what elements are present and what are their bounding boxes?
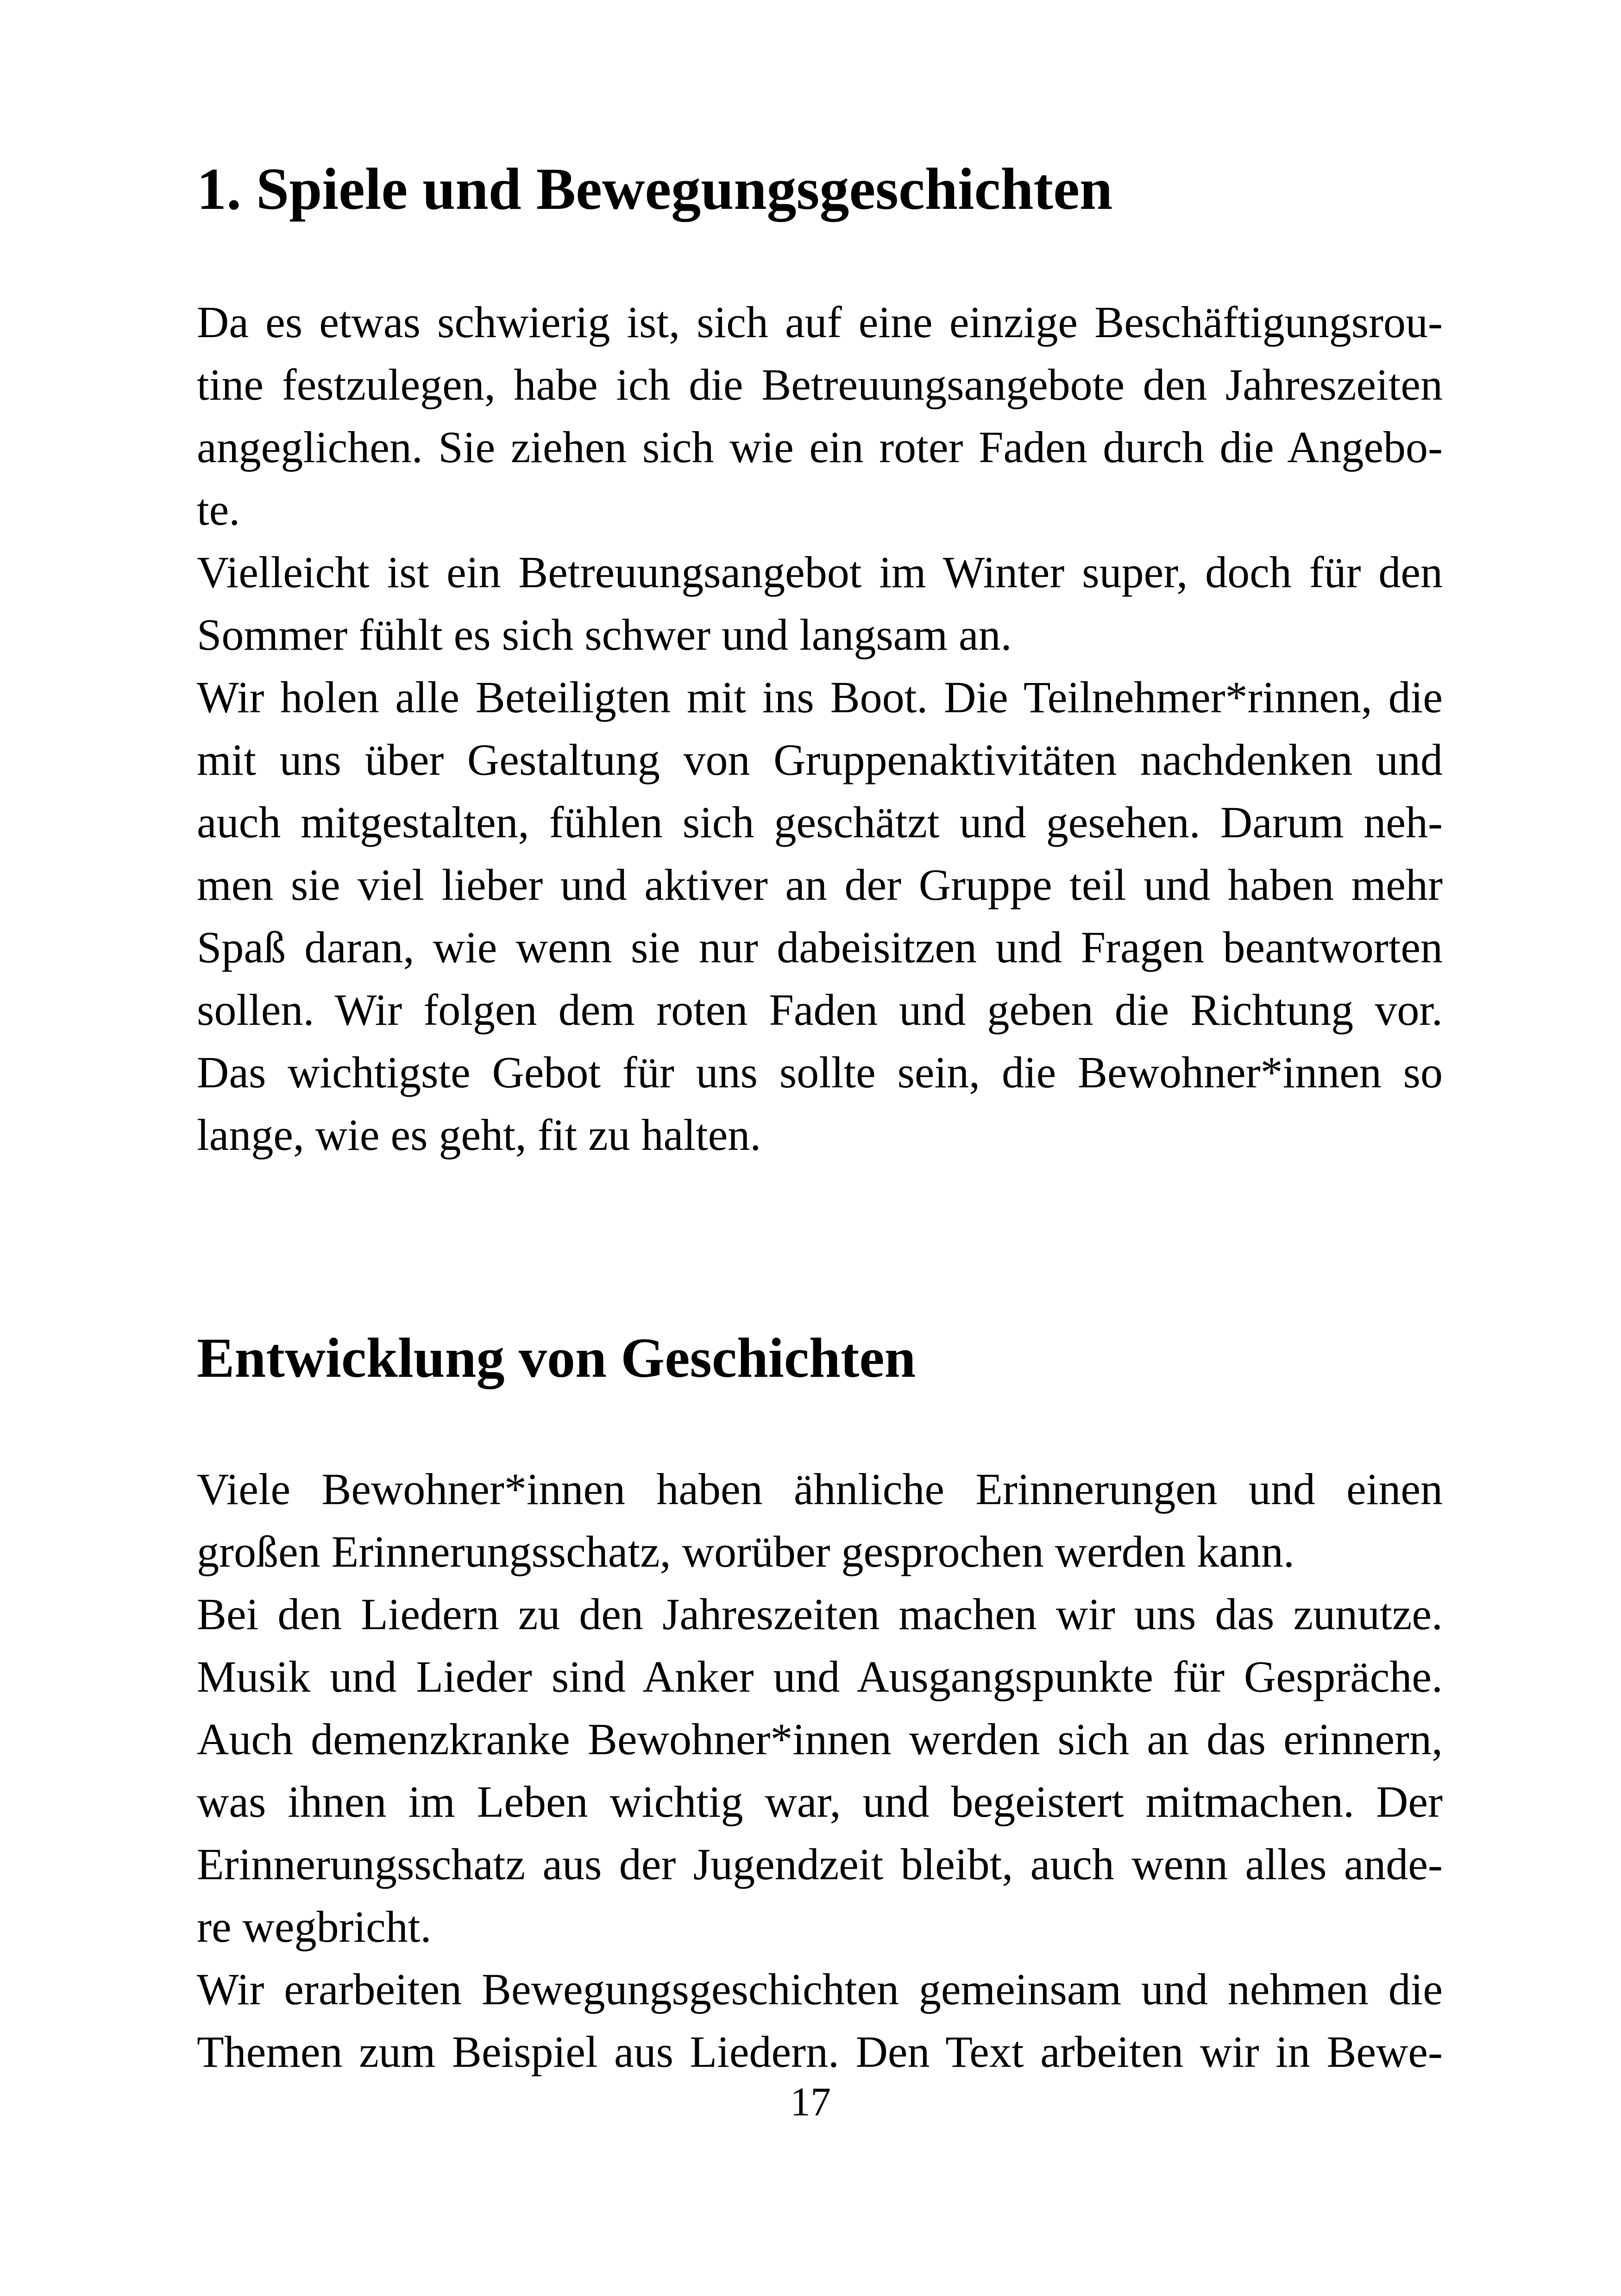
section-heading-spiele: 1. Spiele und Bewegungsgeschichten bbox=[197, 156, 1113, 222]
text-line: Vielleicht ist ein Betreuungsangebot im Winter super, doch für den bbox=[197, 547, 1443, 597]
text-line: Sommer fühlt es sich schwer und langsam an. bbox=[197, 610, 1012, 659]
section-body-geschichten bbox=[197, 1458, 1443, 2083]
section-body-spiele bbox=[197, 291, 1443, 1166]
text-line: was ihnen im Leben wichtig war, und begeistert mitmachen. Der bbox=[197, 1777, 1443, 1826]
text-line: angeglichen. Sie ziehen sich wie ein roter Faden durch die Angebo- bbox=[197, 422, 1443, 472]
text-line: Bei den Liedern zu den Jahreszeiten machen wir uns das zunutze. bbox=[197, 1589, 1443, 1639]
text-line: Wir holen alle Beteiligten mit ins Boot. Die Teilnehmer*rinnen, die bbox=[197, 672, 1443, 722]
text-line: auch mitgestalten, fühlen sich geschätzt und gesehen. Darum neh- bbox=[197, 797, 1443, 847]
text-line: lange, wie es geht, fit zu halten. bbox=[197, 1110, 761, 1160]
text-line: men sie viel lieber und aktiver an der Gruppe teil und haben mehr bbox=[197, 860, 1443, 910]
text-line: großen Erinnerungsschatz, worüber gesprochen werden kann. bbox=[197, 1527, 1294, 1576]
text-line: Musik und Lieder sind Anker und Ausgangspunkte für Gespräche. bbox=[197, 1652, 1443, 1701]
text-line: Da es etwas schwierig ist, sich auf eine einzige Beschäftigungsrou- bbox=[197, 297, 1443, 347]
text-line: Viele Bewohner*innen haben ähnliche Erinnerungen und einen bbox=[197, 1464, 1443, 1514]
text-line: tine festzulegen, habe ich die Betreuungsangebote den Jahreszeiten bbox=[197, 360, 1443, 409]
text-line: Auch demenzkranke Bewohner*innen werden sich an das erinnern, bbox=[197, 1714, 1443, 1764]
text-line: sollen. Wir folgen dem roten Faden und geben die Richtung vor. bbox=[197, 985, 1443, 1035]
text-line: Themen zum Beispiel aus Liedern. Den Text arbeiten wir in Bewe- bbox=[197, 2027, 1443, 2076]
section-heading-geschichten: Entwicklung von Geschichten bbox=[197, 1327, 916, 1389]
page-number: 17 bbox=[790, 2080, 831, 2125]
text-line: te. bbox=[197, 485, 240, 534]
text-line: re wegbricht. bbox=[197, 1902, 432, 1951]
text-line: Erinnerungsschatz aus der Jugendzeit bleibt, auch wenn alles ande- bbox=[197, 1839, 1443, 1889]
text-line: mit uns über Gestaltung von Gruppenaktivitäten nachdenken und bbox=[197, 735, 1443, 784]
text-line: Spaß daran, wie wenn sie nur dabeisitzen und Fragen beantworten bbox=[197, 922, 1443, 972]
text-line: Das wichtigste Gebot für uns sollte sein, die Bewohner*innen so bbox=[197, 1048, 1443, 1097]
text-line: Wir erarbeiten Bewegungsgeschichten gemeinsam und nehmen die bbox=[197, 1964, 1443, 2014]
